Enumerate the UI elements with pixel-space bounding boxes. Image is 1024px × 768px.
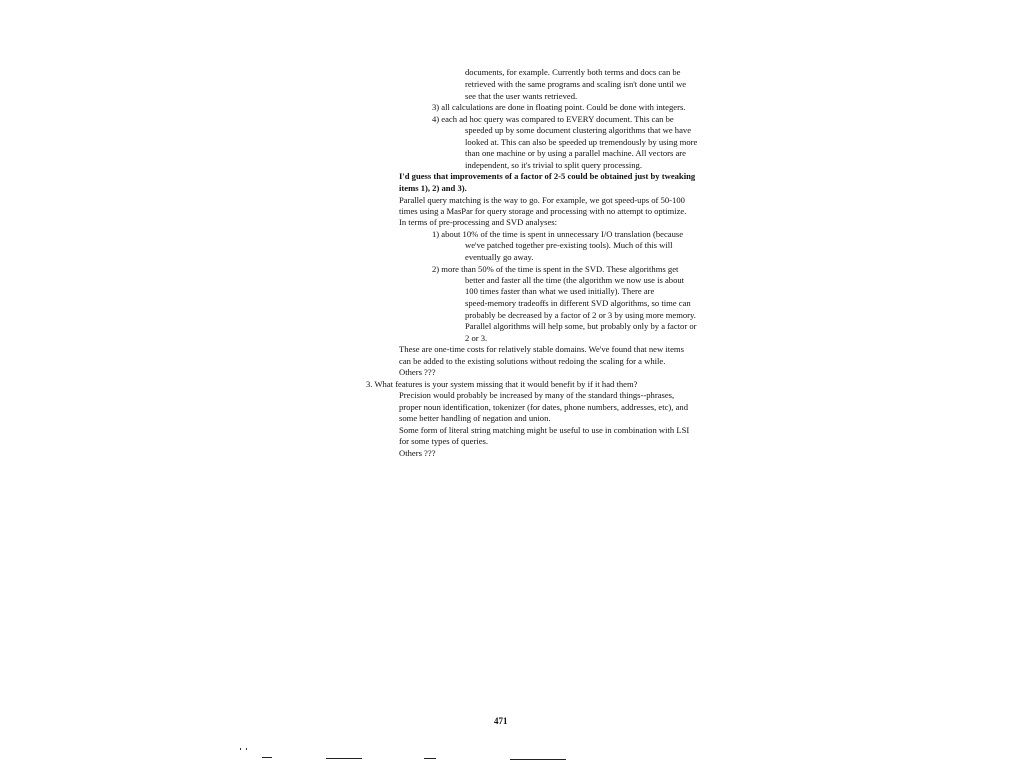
text-line: 4) each ad hoc query was compared to EVERY document. This can be [432,114,674,124]
page-number: 471 [494,716,508,726]
scan-artifact-rule [262,757,272,758]
text-line: probably be decreased by a factor of 2 or 3 by using more memory. [465,310,696,320]
text-line: can be added to the existing solutions without redoing the scaling for a while. [399,356,666,366]
text-line: better and faster all the time (the algorithm we now use is about [465,275,685,285]
scan-artifact [246,748,247,750]
text-line: Others ??? [399,448,436,458]
text-line: Parallel query matching is the way to go. For example, we got speed-ups of 50-100 [399,195,685,205]
scan-artifact-rule [510,759,566,760]
text-line: Some form of literal string matching might be useful to use in combination with LSI [399,425,690,435]
text-line: 2 or 3. [465,333,488,343]
text-line: looked at. This can also be speeded up tremendously by using more [465,137,698,147]
scan-artifact [240,748,241,750]
text-line: These are one-time costs for relatively stable domains. We've found that new items [399,344,684,354]
text-line: 1) about 10% of the time is spent in unnecessary I/O translation (because [432,229,684,239]
scan-artifact-rule [326,758,362,759]
text-line: eventually go away. [465,252,534,262]
text-line: for some types of queries. [399,436,489,446]
text-line: 100 times faster than what we used initially). There are [465,286,655,296]
text-line: proper noun identification, tokenizer (for dates, phone numbers, addresses, etc), and [399,402,688,412]
text-line: Precision would probably be increased by many of the standard things--phrases, [399,390,675,400]
text-line: documents, for example. Currently both terms and docs can be [465,67,681,77]
text-line: than one machine or by using a parallel machine. All vectors are [465,148,686,158]
text-line: 3) all calculations are done in floating point. Could be done with integers. [432,102,686,112]
text-line: retrieved with the same programs and scaling isn't done until we [465,79,687,89]
text-line: I'd guess that improvements of a factor of 2-5 could be obtained just by tweaking [399,171,696,181]
text-line: Others ??? [399,367,436,377]
text-line: see that the user wants retrieved. [465,91,578,101]
text-line: items 1), 2) and 3). [399,183,467,193]
text-line: speed-memory tradeoffs in different SVD algorithms, so time can [465,298,691,308]
text-line: Parallel algorithms will help some, but probably only by a factor or [465,321,697,331]
text-line: In terms of pre-processing and SVD analyses: [399,217,557,227]
text-line: times using a MasPar for query storage and processing with no attempt to optimize. [399,206,687,216]
text-line: speeded up by some document clustering algorithms that we have [465,125,692,135]
text-line: we've patched together pre-existing tools). Much of this will [465,240,673,250]
scan-artifact-rule [424,758,436,759]
text-line: independent, so it's trivial to split query processing. [465,160,642,170]
text-line: some better handling of negation and union. [399,413,551,423]
text-line: 3. What features is your system missing that it would benefit by if it had them? [366,379,638,389]
text-line: 2) more than 50% of the time is spent in the SVD. These algorithms get [432,264,679,274]
